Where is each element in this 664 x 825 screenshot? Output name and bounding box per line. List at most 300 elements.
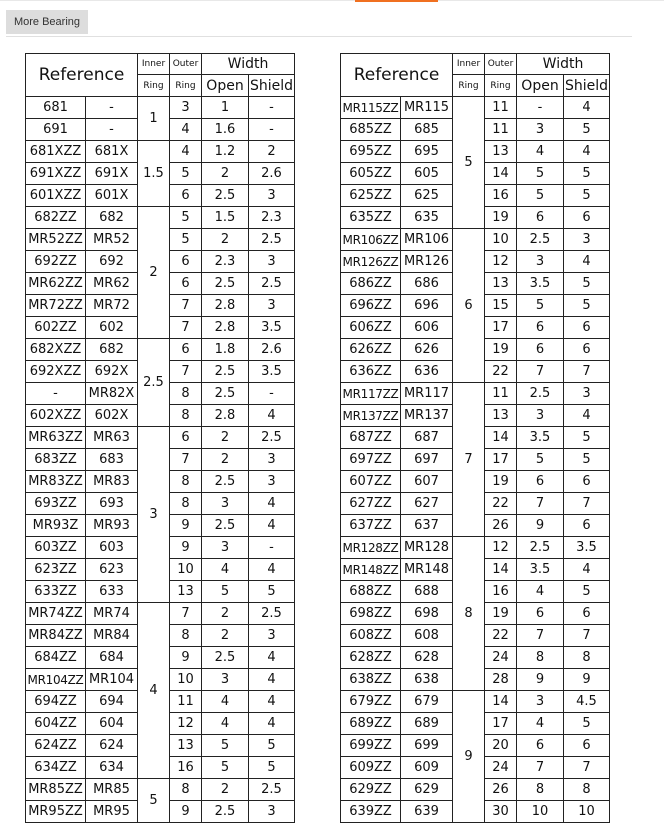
cell-width-shield: -: [249, 97, 295, 119]
cell-open-ref: 693: [86, 493, 138, 515]
cell-open-ref: 625: [401, 185, 453, 207]
cell-width-shield: 4: [249, 559, 295, 581]
cell-shielded-ref: MR128ZZ: [341, 537, 401, 559]
cell-width-shield: 4: [249, 647, 295, 669]
cell-open-ref: MR117: [401, 383, 453, 405]
cell-outer-ring: 16: [485, 581, 517, 603]
table-row: [26, 97, 295, 119]
cell-width-shield: 2.3: [249, 207, 295, 229]
cell-shielded-ref: 601XZZ: [26, 185, 86, 207]
cell-width-open: 8: [517, 779, 564, 801]
cell-shielded-ref: MR106ZZ: [341, 229, 401, 251]
cell-open-ref: 608: [401, 625, 453, 647]
cell-shielded-ref: 692XZZ: [26, 361, 86, 383]
cell-width-shield: 2.6: [249, 163, 295, 185]
cell-open-ref: MR62: [86, 273, 138, 295]
cell-outer-ring: 5: [170, 207, 202, 229]
cell-open-ref: MR126: [401, 251, 453, 273]
cell-open-ref: 602: [86, 317, 138, 339]
cell-inner-ring: 1: [138, 97, 170, 141]
cell-width-shield: 7: [564, 493, 610, 515]
cell-width-shield: 3.5: [564, 537, 610, 559]
cell-shielded-ref: 687ZZ: [341, 427, 401, 449]
cell-outer-ring: 6: [170, 427, 202, 449]
cell-outer-ring: 3: [170, 97, 202, 119]
cell-outer-ring: 8: [170, 493, 202, 515]
cell-width-shield: 2: [249, 141, 295, 163]
cell-width-open: 3: [517, 405, 564, 427]
cell-outer-ring: 7: [170, 449, 202, 471]
cell-shielded-ref: MR74ZZ: [26, 603, 86, 625]
cell-width-shield: 4: [564, 97, 610, 119]
cell-outer-ring: 12: [485, 537, 517, 559]
cell-shielded-ref: 697ZZ: [341, 449, 401, 471]
cell-open-ref: 684: [86, 647, 138, 669]
cell-width-shield: 5: [249, 581, 295, 603]
cell-outer-ring: 11: [485, 383, 517, 405]
cell-width-open: 5: [202, 735, 249, 757]
cell-outer-ring: 8: [170, 471, 202, 493]
table-row: [26, 603, 295, 625]
cell-shielded-ref: 636ZZ: [341, 361, 401, 383]
cell-width-shield: 3: [249, 449, 295, 471]
section-divider: [6, 36, 632, 37]
table-row: [26, 427, 295, 449]
cell-open-ref: 626: [401, 339, 453, 361]
cell-width-shield: 5: [564, 185, 610, 207]
cell-shielded-ref: 633ZZ: [26, 581, 86, 603]
cell-open-ref: 681X: [86, 141, 138, 163]
cell-width-open: 4: [517, 581, 564, 603]
cell-width-shield: 4: [564, 251, 610, 273]
cell-shielded-ref: 683ZZ: [26, 449, 86, 471]
cell-width-open: 2: [202, 779, 249, 801]
cell-shielded-ref: 693ZZ: [26, 493, 86, 515]
cell-shielded-ref: 637ZZ: [341, 515, 401, 537]
cell-width-open: 4: [517, 713, 564, 735]
cell-open-ref: -: [86, 119, 138, 141]
header-width: Width: [517, 54, 610, 75]
cell-open-ref: MR84: [86, 625, 138, 647]
cell-open-ref: 683: [86, 449, 138, 471]
cell-open-ref: 689: [401, 713, 453, 735]
cell-shielded-ref: 682XZZ: [26, 339, 86, 361]
header-outer-ring: Ring: [485, 75, 517, 97]
cell-width-open: 5: [202, 757, 249, 779]
cell-shielded-ref: MR63ZZ: [26, 427, 86, 449]
cell-width-open: 3: [517, 691, 564, 713]
cell-outer-ring: 5: [170, 163, 202, 185]
cell-width-shield: 5: [564, 273, 610, 295]
cell-shielded-ref: 606ZZ: [341, 317, 401, 339]
cell-width-open: 4: [202, 691, 249, 713]
header-open: Open: [517, 75, 564, 97]
cell-width-open: 2: [202, 427, 249, 449]
cell-outer-ring: 9: [170, 515, 202, 537]
cell-width-shield: 3: [564, 229, 610, 251]
cell-open-ref: 605: [401, 163, 453, 185]
cell-outer-ring: 26: [485, 515, 517, 537]
cell-shielded-ref: 681: [26, 97, 86, 119]
table-row: [341, 383, 610, 405]
more-bearing-button[interactable]: More Bearing: [6, 10, 88, 34]
cell-outer-ring: 15: [485, 295, 517, 317]
cell-inner-ring: 2.5: [138, 339, 170, 427]
cell-shielded-ref: 626ZZ: [341, 339, 401, 361]
cell-open-ref: MR104: [86, 669, 138, 691]
cell-width-shield: 3: [249, 471, 295, 493]
cell-width-open: 10: [517, 801, 564, 823]
cell-inner-ring: 9: [453, 691, 485, 823]
cell-open-ref: MR72: [86, 295, 138, 317]
cell-width-shield: 5: [564, 713, 610, 735]
cell-width-shield: 2.5: [249, 273, 295, 295]
cell-width-shield: 2.5: [249, 779, 295, 801]
cell-open-ref: 685: [401, 119, 453, 141]
cell-width-open: 2.5: [202, 471, 249, 493]
cell-width-open: 2: [202, 163, 249, 185]
cell-open-ref: 602X: [86, 405, 138, 427]
cell-outer-ring: 7: [170, 603, 202, 625]
cell-width-shield: 3: [249, 625, 295, 647]
cell-width-shield: 3: [249, 801, 295, 823]
cell-open-ref: 604: [86, 713, 138, 735]
cell-width-shield: 6: [564, 207, 610, 229]
header-inner-ring: Ring: [138, 75, 170, 97]
table-row: [26, 207, 295, 229]
cell-outer-ring: 6: [170, 185, 202, 207]
cell-outer-ring: 22: [485, 493, 517, 515]
cell-open-ref: 692X: [86, 361, 138, 383]
cell-outer-ring: 11: [170, 691, 202, 713]
cell-outer-ring: 10: [485, 229, 517, 251]
cell-shielded-ref: 602XZZ: [26, 405, 86, 427]
cell-open-ref: 623: [86, 559, 138, 581]
cell-shielded-ref: 679ZZ: [341, 691, 401, 713]
header-inner: Inner: [138, 54, 170, 75]
cell-shielded-ref: 634ZZ: [26, 757, 86, 779]
cell-outer-ring: 13: [170, 735, 202, 757]
cell-outer-ring: 11: [485, 119, 517, 141]
cell-width-open: 2.5: [517, 537, 564, 559]
cell-width-shield: 6: [564, 515, 610, 537]
cell-shielded-ref: 608ZZ: [341, 625, 401, 647]
cell-outer-ring: 9: [170, 801, 202, 823]
cell-width-shield: 9: [564, 669, 610, 691]
cell-width-open: 3: [517, 119, 564, 141]
cell-outer-ring: 19: [485, 471, 517, 493]
cell-outer-ring: 30: [485, 801, 517, 823]
cell-width-open: 3: [517, 251, 564, 273]
cell-shielded-ref: 624ZZ: [26, 735, 86, 757]
cell-shielded-ref: 694ZZ: [26, 691, 86, 713]
cell-open-ref: 682: [86, 339, 138, 361]
table-row: [341, 229, 610, 251]
cell-outer-ring: 13: [485, 273, 517, 295]
cell-open-ref: MR85: [86, 779, 138, 801]
cell-shielded-ref: MR115ZZ: [341, 97, 401, 119]
cell-width-shield: 4: [249, 691, 295, 713]
cell-outer-ring: 14: [485, 559, 517, 581]
cell-outer-ring: 6: [170, 273, 202, 295]
cell-width-shield: 7: [564, 625, 610, 647]
header-inner-ring: Ring: [453, 75, 485, 97]
cell-width-shield: 5: [249, 757, 295, 779]
cell-open-ref: MR93: [86, 515, 138, 537]
cell-open-ref: 695: [401, 141, 453, 163]
cell-width-open: 3: [202, 537, 249, 559]
header-shield: Shield: [564, 75, 610, 97]
cell-open-ref: 629: [401, 779, 453, 801]
cell-outer-ring: 17: [485, 317, 517, 339]
cell-outer-ring: 8: [170, 625, 202, 647]
cell-outer-ring: 10: [170, 669, 202, 691]
cell-shielded-ref: 605ZZ: [341, 163, 401, 185]
cell-outer-ring: 12: [170, 713, 202, 735]
cell-width-shield: 2.5: [249, 427, 295, 449]
cell-width-shield: 8: [564, 647, 610, 669]
cell-width-shield: 4: [564, 405, 610, 427]
cell-open-ref: MR106: [401, 229, 453, 251]
cell-shielded-ref: MR148ZZ: [341, 559, 401, 581]
cell-outer-ring: 8: [170, 779, 202, 801]
cell-width-open: 7: [517, 757, 564, 779]
table-row: [341, 691, 610, 713]
cell-shielded-ref: MR85ZZ: [26, 779, 86, 801]
cell-width-open: 2.3: [202, 251, 249, 273]
cell-outer-ring: 17: [485, 449, 517, 471]
cell-open-ref: 636: [401, 361, 453, 383]
cell-width-open: 2.5: [202, 361, 249, 383]
cell-width-open: 8: [517, 647, 564, 669]
cell-inner-ring: 6: [453, 229, 485, 383]
cell-outer-ring: 14: [485, 163, 517, 185]
header-row: [341, 54, 610, 75]
cell-width-open: 4: [202, 713, 249, 735]
cell-outer-ring: 19: [485, 339, 517, 361]
cell-width-open: 5: [517, 185, 564, 207]
table-row: [26, 779, 295, 801]
cell-open-ref: 686: [401, 273, 453, 295]
cell-outer-ring: 8: [170, 383, 202, 405]
bearing-spec-table-right: [340, 53, 610, 823]
table-row: [26, 141, 295, 163]
cell-inner-ring: 8: [453, 537, 485, 691]
cell-width-open: 2.5: [517, 229, 564, 251]
header-reference: Reference: [26, 54, 138, 97]
cell-outer-ring: 19: [485, 207, 517, 229]
cell-shielded-ref: MR137ZZ: [341, 405, 401, 427]
cell-shielded-ref: 623ZZ: [26, 559, 86, 581]
cell-outer-ring: 22: [485, 361, 517, 383]
cell-width-open: 2.8: [202, 405, 249, 427]
cell-shielded-ref: MR62ZZ: [26, 273, 86, 295]
cell-shielded-ref: 696ZZ: [341, 295, 401, 317]
cell-width-shield: 2.5: [249, 229, 295, 251]
top-divider: [0, 0, 664, 1]
cell-width-open: 5: [202, 581, 249, 603]
cell-outer-ring: 22: [485, 625, 517, 647]
cell-shielded-ref: 695ZZ: [341, 141, 401, 163]
cell-open-ref: 694: [86, 691, 138, 713]
cell-width-shield: 7: [564, 757, 610, 779]
header-open: Open: [202, 75, 249, 97]
cell-width-shield: 8: [564, 779, 610, 801]
cell-shielded-ref: 635ZZ: [341, 207, 401, 229]
cell-open-ref: 601X: [86, 185, 138, 207]
cell-open-ref: 624: [86, 735, 138, 757]
cell-shielded-ref: MR72ZZ: [26, 295, 86, 317]
cell-open-ref: MR52: [86, 229, 138, 251]
header-row: [26, 54, 295, 75]
cell-inner-ring: 7: [453, 383, 485, 537]
cell-outer-ring: 7: [170, 361, 202, 383]
bearing-spec-table-left: [25, 53, 295, 823]
cell-shielded-ref: 629ZZ: [341, 779, 401, 801]
cell-shielded-ref: 627ZZ: [341, 493, 401, 515]
cell-width-open: 7: [517, 361, 564, 383]
cell-width-shield: 3: [249, 185, 295, 207]
cell-outer-ring: 4: [170, 119, 202, 141]
cell-width-open: 7: [517, 625, 564, 647]
cell-width-open: 5: [517, 295, 564, 317]
cell-width-open: 2.5: [517, 383, 564, 405]
cell-open-ref: 627: [401, 493, 453, 515]
cell-open-ref: MR115: [401, 97, 453, 119]
cell-width-open: 2.5: [202, 185, 249, 207]
cell-open-ref: 639: [401, 801, 453, 823]
cell-width-open: 3: [202, 493, 249, 515]
cell-open-ref: 682: [86, 207, 138, 229]
cell-outer-ring: 4: [170, 141, 202, 163]
cell-outer-ring: 16: [485, 185, 517, 207]
cell-shielded-ref: 685ZZ: [341, 119, 401, 141]
cell-outer-ring: 8: [170, 405, 202, 427]
cell-shielded-ref: MR126ZZ: [341, 251, 401, 273]
cell-open-ref: 638: [401, 669, 453, 691]
cell-width-open: 2.5: [202, 383, 249, 405]
cell-shielded-ref: 607ZZ: [341, 471, 401, 493]
cell-width-open: 1: [202, 97, 249, 119]
cell-width-shield: 6: [564, 471, 610, 493]
cell-inner-ring: 3: [138, 427, 170, 603]
cell-width-open: 2.5: [202, 647, 249, 669]
cell-open-ref: 603: [86, 537, 138, 559]
cell-shielded-ref: 689ZZ: [341, 713, 401, 735]
cell-shielded-ref: 688ZZ: [341, 581, 401, 603]
cell-width-open: 6: [517, 339, 564, 361]
cell-width-shield: 5: [564, 295, 610, 317]
cell-width-open: 4: [202, 559, 249, 581]
header-outer-ring: Ring: [170, 75, 202, 97]
cell-width-open: 6: [517, 603, 564, 625]
cell-open-ref: MR128: [401, 537, 453, 559]
cell-width-shield: 3: [564, 383, 610, 405]
cell-width-shield: 7: [564, 361, 610, 383]
cell-shielded-ref: MR104ZZ: [26, 669, 86, 691]
cell-open-ref: 698: [401, 603, 453, 625]
cell-width-open: 6: [517, 207, 564, 229]
cell-shielded-ref: 691XZZ: [26, 163, 86, 185]
cell-shielded-ref: 638ZZ: [341, 669, 401, 691]
cell-width-open: 3.5: [517, 427, 564, 449]
cell-open-ref: 679: [401, 691, 453, 713]
cell-width-shield: -: [249, 383, 295, 405]
cell-open-ref: MR83: [86, 471, 138, 493]
cell-shielded-ref: 625ZZ: [341, 185, 401, 207]
cell-shielded-ref: 698ZZ: [341, 603, 401, 625]
cell-open-ref: 606: [401, 317, 453, 339]
cell-outer-ring: 11: [485, 97, 517, 119]
header-shield: Shield: [249, 75, 295, 97]
cell-width-shield: 4: [249, 713, 295, 735]
table-row: [341, 97, 610, 119]
cell-width-open: 6: [517, 471, 564, 493]
cell-outer-ring: 17: [485, 713, 517, 735]
cell-shielded-ref: 699ZZ: [341, 735, 401, 757]
cell-width-open: 2: [202, 229, 249, 251]
cell-width-open: 1.8: [202, 339, 249, 361]
cell-width-open: 3: [202, 669, 249, 691]
cell-outer-ring: 28: [485, 669, 517, 691]
cell-width-shield: 5: [249, 735, 295, 757]
cell-width-shield: 6: [564, 317, 610, 339]
cell-inner-ring: 4: [138, 603, 170, 779]
cell-inner-ring: 2: [138, 207, 170, 339]
cell-width-shield: 5: [564, 163, 610, 185]
cell-open-ref: 696: [401, 295, 453, 317]
cell-open-ref: MR148: [401, 559, 453, 581]
cell-width-open: 2: [202, 625, 249, 647]
cell-open-ref: MR63: [86, 427, 138, 449]
cell-width-open: -: [517, 97, 564, 119]
cell-shielded-ref: 691: [26, 119, 86, 141]
cell-shielded-ref: MR95ZZ: [26, 801, 86, 823]
cell-outer-ring: 26: [485, 779, 517, 801]
cell-outer-ring: 13: [170, 581, 202, 603]
cell-width-open: 5: [517, 163, 564, 185]
cell-outer-ring: 14: [485, 427, 517, 449]
cell-width-open: 1.2: [202, 141, 249, 163]
cell-shielded-ref: MR83ZZ: [26, 471, 86, 493]
cell-width-open: 4: [517, 141, 564, 163]
header-reference: Reference: [341, 54, 453, 97]
cell-width-open: 2: [202, 449, 249, 471]
cell-outer-ring: 5: [170, 229, 202, 251]
cell-width-open: 1.6: [202, 119, 249, 141]
cell-open-ref: MR82X: [86, 383, 138, 405]
cell-open-ref: 692: [86, 251, 138, 273]
cell-open-ref: 609: [401, 757, 453, 779]
cell-width-open: 2: [202, 603, 249, 625]
header-outer: Outer: [485, 54, 517, 75]
cell-width-shield: 5: [564, 581, 610, 603]
cell-outer-ring: 13: [485, 405, 517, 427]
cell-width-shield: 3.5: [249, 317, 295, 339]
cell-open-ref: 637: [401, 515, 453, 537]
cell-outer-ring: 10: [170, 559, 202, 581]
cell-width-shield: 4: [249, 405, 295, 427]
cell-shielded-ref: 609ZZ: [341, 757, 401, 779]
cell-outer-ring: 6: [170, 251, 202, 273]
cell-inner-ring: 1.5: [138, 141, 170, 207]
cell-open-ref: MR95: [86, 801, 138, 823]
cell-shielded-ref: 604ZZ: [26, 713, 86, 735]
cell-open-ref: MR137: [401, 405, 453, 427]
cell-width-shield: 4: [564, 559, 610, 581]
cell-shielded-ref: 682ZZ: [26, 207, 86, 229]
table-body: [26, 54, 295, 823]
